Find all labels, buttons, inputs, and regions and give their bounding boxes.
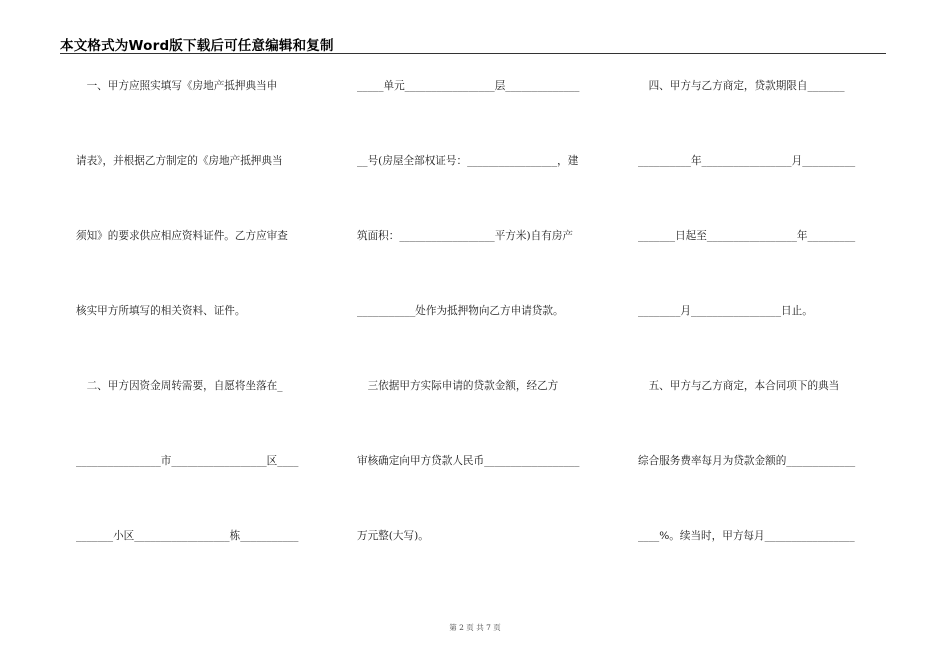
text-line: 三依据甲方实际申请的贷款金额，经乙方 bbox=[357, 380, 559, 392]
text-line: 综合服务费率每月为贷款金额的_____________ bbox=[638, 455, 856, 467]
text-column-2 bbox=[357, 0, 605, 672]
text-line: 筑面积：__________________平方米)自有房产 bbox=[357, 230, 574, 242]
text-line: _____单元_________________层______________ bbox=[357, 80, 580, 92]
text-line: 审核确定向甲方贷款人民币__________________ bbox=[357, 455, 580, 467]
text-line: 一、甲方应照实填写《房地产抵押典当申 bbox=[76, 80, 278, 92]
text-line: 二、甲方因资金周转需要，自愿将坐落在_ bbox=[76, 380, 283, 392]
text-line: 请表》，并根据乙方制定的《房地产抵押典当 bbox=[76, 155, 283, 167]
text-line: 核实甲方所填写的相关资料、证件。 bbox=[76, 305, 246, 317]
text-line: ________________市__________________区____ bbox=[76, 455, 299, 467]
text-column-3 bbox=[638, 0, 886, 672]
document-header: 本文格式为Word版下载后可任意编辑和复制 bbox=[60, 38, 334, 54]
text-line: ___________处作为抵押物向乙方申请贷款。 bbox=[357, 305, 564, 317]
text-line: 须知》的要求供应相应资料证件。乙方应审查 bbox=[76, 230, 288, 242]
text-line: 五、甲方与乙方商定，本合同项下的典当 bbox=[638, 380, 840, 392]
text-line: 四、甲方与乙方商定，贷款期限自_______ bbox=[638, 80, 845, 92]
text-line: 万元整(大写)。 bbox=[357, 530, 429, 542]
text-line: __________年_________________月__________ bbox=[638, 155, 856, 167]
text-line: _______小区__________________栋___________ bbox=[76, 530, 299, 542]
text-line: _______日起至_________________年_________ bbox=[638, 230, 856, 242]
text-column-1 bbox=[76, 0, 324, 672]
page-number: 第 2 页 共 7 页 bbox=[449, 623, 501, 632]
text-line: ________月_________________日止。 bbox=[638, 305, 813, 317]
text-line: __号(房屋全部权证号：_________________，建 bbox=[357, 155, 579, 167]
text-line: ____%。续当时，甲方每月_________________ bbox=[638, 530, 855, 542]
